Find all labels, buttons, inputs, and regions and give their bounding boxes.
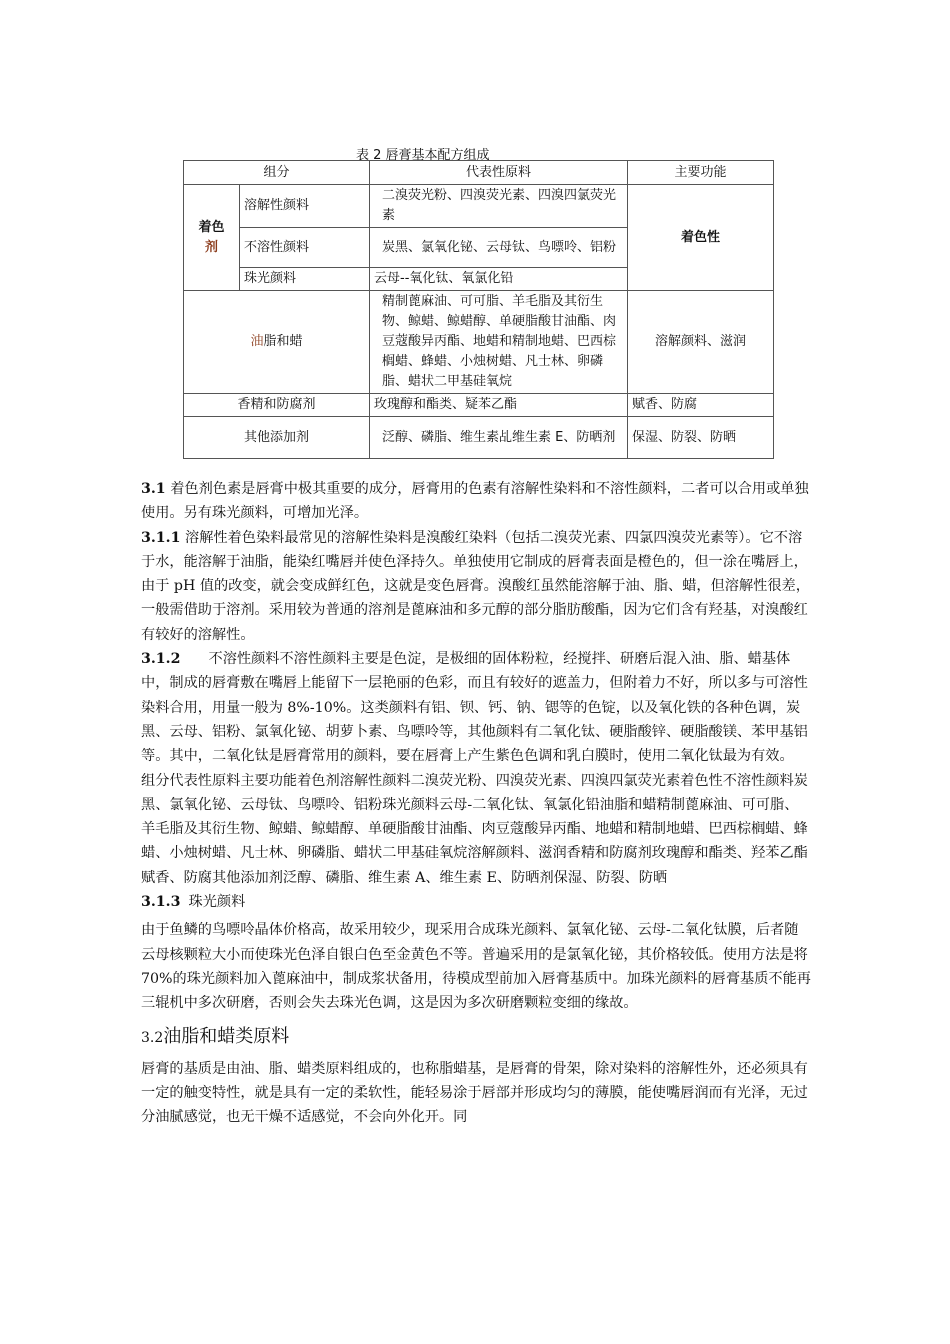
other-raw: 泛醇、磷脂、维生素乩维生素 E、防晒剂 [370, 417, 628, 459]
paragraph-3-2: 唇膏的基质是由油、脂、蜡类原料组成的，也称脂蜡基，是唇膏的骨架，除对染料的溶解性外，还必须具有一定的触变特性，就是具有一定的柔软性，能轻易涂于唇部并形成均匀的薄膜，能使嘴唇润而有光泽，无过分油腻感觉，也无干燥不适感觉，不会向外化开。同 [141, 1060, 808, 1126]
header-function: 主要功能 [628, 161, 774, 185]
colorant-label-b: 剂 [204, 239, 218, 255]
fragrance-raw: 玫瑰醇和酯类、疑苯乙酯 [370, 394, 628, 417]
colorant-row-name: 溶解性颜料 [240, 185, 370, 228]
colorant-function: 着色性 [628, 185, 774, 291]
fragrance-name: 香精和防腐剂 [184, 394, 370, 417]
table-header-row [184, 161, 774, 185]
colorant-label-a: 着色 [198, 219, 225, 235]
section-number: 3.1.3 [141, 894, 181, 911]
colorant-row-name: 珠光颜料 [240, 268, 370, 291]
paragraph-flat-table: 组分代表性原料主要功能着色剂溶解性颜料二溴荧光粉、四溴荧光素、四溴四氯荧光素着色性不溶性颜料炭黑、氯氧化铋、云母钛、鸟嘌呤、铝粉珠光颜料云母-二氧化钛、氧氯化铅油脂和蜡精制蓖麻油、可可脂、羊毛脂及其衍生物、鲸蜡、鲸蜡醇、单硬脂酸甘油酯、肉豆蔻酸异丙酯、地蜡和精制地蜡、巴西棕榈蜡、蜂蜡、小烛树蜡、凡士林、卵磷脂、蜡状二甲基硅氧烷溶解颜料、滋润香精和防腐剂玫瑰醇和酯类、羟苯乙酯赋香、防腐其他添加剂泛醇、磷脂、维生素 A、维生素 E、防晒剂保湿、防裂、防晒 [141, 772, 808, 886]
section-title: 油脂和蜡类原料 [163, 1025, 290, 1047]
paragraph-3-1-2 [141, 647, 811, 768]
other-name: 其他添加剂 [184, 417, 370, 459]
fragrance-function: 赋香、防腐 [628, 394, 774, 417]
heading-3-2 [141, 1022, 811, 1053]
colorant-row-name: 不溶性颜料 [240, 228, 370, 268]
heading-3-1-3 [141, 890, 811, 914]
colorant-cell [184, 185, 240, 291]
oil-wax-cell [184, 291, 370, 394]
body-text [141, 477, 811, 1129]
paragraph-3-1 [141, 477, 811, 526]
table-caption: 表 2 唇膏基本配方组成 [356, 148, 490, 163]
table-row [184, 185, 774, 228]
colorant-row-raw: 二溴荧光粉、四溴荧光素、四溴四氯荧光素 [370, 185, 628, 228]
paragraph-3-1-3: 由于鱼鳞的鸟嘌呤晶体价格高，故采用较少，现采用合成珠光颜料、氯氧化铋、云母-二氧化钛膜，后者随云母核颗粒大小而使珠光色泽自银白色至金黄色不等。普遍采用的是氯氧化铋，其价格较低。使用方法是将 70%的珠光颜料加入蓖麻油中，制成浆状备用，待模成型前加入唇膏基质中。加珠光颜料的唇膏基质不能再三辊机中多次研磨，否则会失去珠光色调，这是因为多次研磨颗粒变细的缘故。 [141, 922, 811, 1012]
section-number: 3.1.2 [141, 651, 181, 668]
paragraph-text: 着色剂色素是唇膏中极其重要的成分，唇膏用的色素有溶解性染料和不溶性颜料，二者可以合用或单独使用。另有珠光颜料，可增加光泽。 [141, 481, 809, 522]
header-component: 组分 [184, 161, 370, 185]
table-row [184, 394, 774, 417]
other-function: 保湿、防裂、防晒 [628, 417, 774, 459]
section-number: 3.1 [141, 481, 166, 497]
colorant-row-raw: 云母--氧化钛、氧氯化铅 [370, 268, 628, 291]
table-row [184, 417, 774, 459]
oil-wax-label-a: 油 [250, 334, 264, 349]
section-number: 3.2 [141, 1029, 164, 1046]
oil-wax-raw: 精制蓖麻油、可可脂、羊毛脂及其衍生物、鲸蜡、鲸蜡醇、单硬脂酸甘油酯、肉豆蔻酸异丙酯、地蜡和精制地蜡、巴西棕榈蜡、蜂蜡、小烛树蜡、凡士林、卵磷脂、蜡状二甲基硅氧烷 [370, 291, 628, 394]
paragraph-text: 溶解性着色染料最常见的溶解性染料是溴酸红染料（包括二溴荧光素、四氯四溴荧光素等）。它不溶于水，能溶解于油脂，能染红嘴唇并使色泽持久。单独使用它制成的唇膏表面是橙色的，但一涂在嘴唇上，由于 pH 值的改变，就会变成鲜红色，这就是变色唇膏。溴酸红虽然能溶解于油、脂、蜡，但溶解性很差，一般需借助于溶剂。采用较为普通的溶剂是蓖麻油和多元醇的部分脂肪酸酯，因为它们含有羟基，对溴酸红有较好的溶解性。 [141, 529, 810, 643]
header-raw: 代表性原料 [370, 161, 628, 185]
oil-wax-label-b: 脂和蜡 [263, 334, 303, 349]
section-title: 珠光颜料 [188, 894, 246, 911]
oil-wax-function: 溶解颜料、滋润 [628, 291, 774, 394]
paragraph-text: 不溶性颜料不溶性颜料主要是色淀，是极细的固体粉粒，经搅拌、研磨后混入油、脂、蜡基体中，制成的唇膏敷在嘴唇上能留下一层艳丽的色彩，而且有较好的遮盖力，但附着力不好，所以多与可溶性染料合用，用量一般为 8%-10%。这类颜料有铝、钡、钙、钠、锶等的色锭，以及氧化铁的各种色调，炭黑、云母、铝粉、氯氧化铋、胡萝卜素、鸟嘌呤等，其他颜料有二氧化钛、硬脂酸锌、硬脂酸镁、苯甲基铝等。其中，二氧化钛是唇膏常用的颜料，要在唇膏上产生紫色色调和乳白膜时，使用二氧化钛最为有效。 [141, 651, 808, 765]
formula-table [183, 160, 774, 459]
section-number: 3.1.1 [141, 529, 181, 546]
paragraph-3-1-1 [141, 526, 811, 647]
colorant-row-raw: 炭黑、氯氧化铋、云母钛、鸟嘌呤、铝粉 [370, 228, 628, 268]
table-row [184, 291, 774, 394]
